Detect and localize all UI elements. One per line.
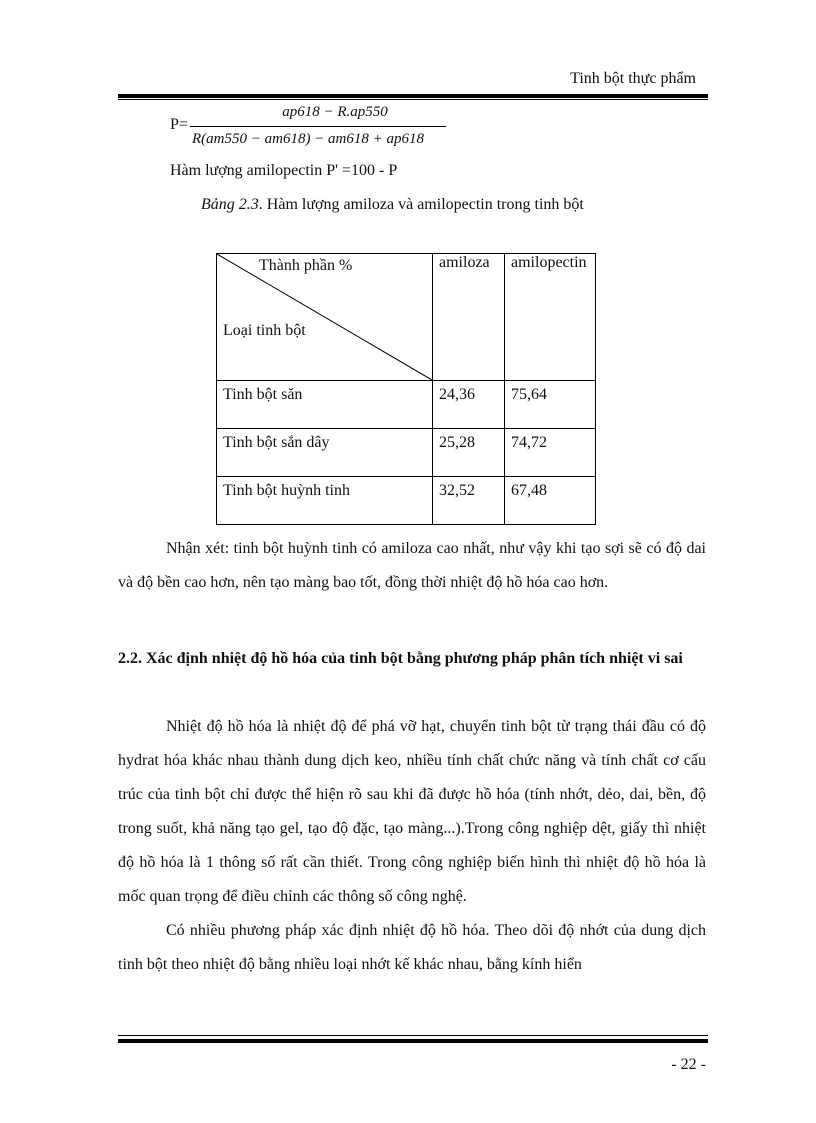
table-row xyxy=(217,381,596,429)
row-name: Tinh bột huỳnh tinh xyxy=(217,477,433,525)
footer-rule-thin xyxy=(118,1035,708,1036)
table-row xyxy=(217,477,596,525)
amylose-table xyxy=(216,253,596,525)
section-heading: 2.2. Xác định nhiệt độ hồ hóa của tinh bột bằng phương pháp phân tích nhiệt vi sai xyxy=(118,650,683,667)
body-text xyxy=(118,710,706,982)
row-name: Tinh bột sắn dây xyxy=(217,429,433,477)
formula-denominator: R(am550 − am618) − am618 + ap618 xyxy=(192,131,425,147)
cell-amilopectin: 67,48 xyxy=(505,477,596,525)
cell-amilopectin: 75,64 xyxy=(505,381,596,429)
fraction-bar xyxy=(190,126,446,127)
table-row xyxy=(217,429,596,477)
table-caption xyxy=(201,196,584,214)
formula-numerator: ap618 − R.ap550 xyxy=(282,104,388,120)
remark-text: Nhận xét: tinh bột huỳnh tinh có amiloza cao nhất, như vậy khi tạo sợi sẽ có độ dai và độ bền cao hơn, nên tạo màng bao tốt, đồng thời nhiệt độ hồ hóa cao hơn. xyxy=(118,540,706,591)
page-number: - 22 - xyxy=(671,1056,706,1073)
paragraph-1: Nhiệt độ hồ hóa là nhiệt độ để phá vỡ hạt, chuyển tinh bột từ trạng thái đầu có độ hydrat hóa khác nhau thành dung dịch keo, nhiều tính chất chức năng và tính chất cơ cấu trúc của tinh bột chỉ được thể hiện rõ sau khi đã được hồ hóa (tính nhớt, dẻo, dai, bền, độ trong suốt, khả năng tạo gel, tạo độ đặc, tạo màng...).Trong công nghiệp dệt, giấy thì nhiệt độ hồ hóa là 1 thông số rất cần thiết. Trong công nghiệp biến hình thì nhiệt độ hồ hóa là mốc quan trọng để điều chỉnh các thông số công nghệ. xyxy=(118,718,706,905)
header-rule xyxy=(118,94,708,98)
cell-amiloza: 32,52 xyxy=(433,477,505,525)
cell-amilopectin: 74,72 xyxy=(505,429,596,477)
diagonal-header-cell xyxy=(217,254,433,381)
formula-lhs: P= xyxy=(170,116,188,133)
table-header-row xyxy=(217,254,596,381)
table-caption-text: . Hàm lượng amiloza và amilopectin trong tinh bột xyxy=(258,196,584,213)
table-caption-label: Bảng 2.3 xyxy=(201,196,259,213)
running-header-title: Tinh bột thực phẩm xyxy=(570,70,696,87)
row-name: Tinh bột săn xyxy=(217,381,433,429)
paragraph-2: Có nhiều phương pháp xác định nhiệt độ hồ hóa. Theo dõi độ nhớt của dung dịch tinh bột theo nhiệt độ bằng nhiều loại nhớt kế khác nhau, bằng kính hiển xyxy=(118,922,706,973)
header-rule-thin xyxy=(118,99,708,100)
column-header-amilopectin: amilopectin xyxy=(505,254,596,381)
footer-rule xyxy=(118,1039,708,1043)
corner-top-label: Thành phần % xyxy=(259,257,353,274)
cell-amiloza: 25,28 xyxy=(433,429,505,477)
remark-paragraph xyxy=(118,532,706,600)
cell-amiloza: 24,36 xyxy=(433,381,505,429)
column-header-amiloza: amiloza xyxy=(433,254,505,381)
amilopectin-formula-line: Hàm lượng amilopectin P' =100 - P xyxy=(170,162,398,179)
corner-bottom-label: Loại tinh bột xyxy=(223,322,306,339)
